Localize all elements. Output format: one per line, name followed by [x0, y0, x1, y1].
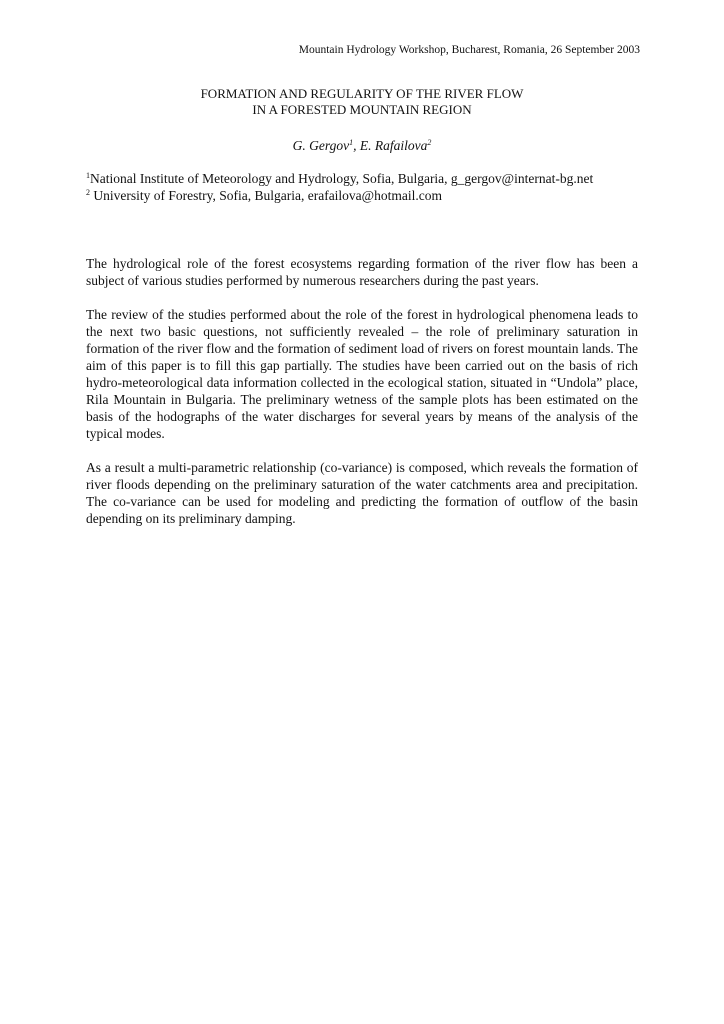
affiliation-item — [86, 170, 646, 187]
author-name: E. Rafailova — [359, 138, 428, 153]
abstract-paragraph: The review of the studies performed about the role of the forest in hydrological phenomena leads to the next two basic questions, not sufficiently revealed – the role of preliminary saturation in formation of the river flow and the formation of sediment load of rivers on forest mountain lands. The aim of this paper is to fill this gap partially. The studies have been carried out on the basis of rich hydro-meteorological data information collected in the ecological station, situated in “Undola” place, Rila Mountain in Bulgaria. The preliminary wetness of the sample plots has been estimated on the basis of the hodographs of the water discharges for several years by means of the analysis of the typical modes. — [86, 307, 638, 441]
affiliation-marker: 2 — [427, 138, 432, 147]
affiliation-text: National Institute of Meteorology and Hydrology, Sofia, Bulgaria, g_gergov@internat-bg.net — [90, 171, 594, 186]
paper-title — [86, 86, 638, 118]
affiliation-marker: 1 — [349, 138, 354, 147]
author-list — [86, 137, 638, 154]
author-name: G. Gergov — [292, 138, 350, 153]
affiliation-number: 2 — [86, 188, 90, 197]
affiliation-item — [86, 187, 646, 204]
abstract-body — [86, 255, 638, 544]
title-line-1: FORMATION AND REGULARITY OF THE RIVER FLOW — [200, 86, 524, 101]
affiliation-list — [86, 170, 646, 204]
running-header: Mountain Hydrology Workshop, Bucharest, Romania, 26 September 2003 — [298, 44, 640, 56]
author-separator: , — [353, 138, 360, 153]
title-line-2: IN A FORESTED MOUNTAIN REGION — [252, 102, 472, 117]
affiliation-text: University of Forestry, Sofia, Bulgaria, erafailova@hotmail.com — [90, 188, 442, 203]
abstract-paragraph: As a result a multi-parametric relationship (co-variance) is composed, which reveals the formation of river floods depending on the preliminary saturation of the water catchments area and precipitation. The co-variance can be used for modeling and predicting the formation of outflow of the basin depending on its preliminary damping. — [86, 460, 638, 526]
abstract-paragraph: The hydrological role of the forest ecosystems regarding formation of the river flow has been a subject of various studies performed by numerous researchers during the past years. — [86, 256, 638, 288]
affiliation-number: 1 — [86, 171, 90, 180]
